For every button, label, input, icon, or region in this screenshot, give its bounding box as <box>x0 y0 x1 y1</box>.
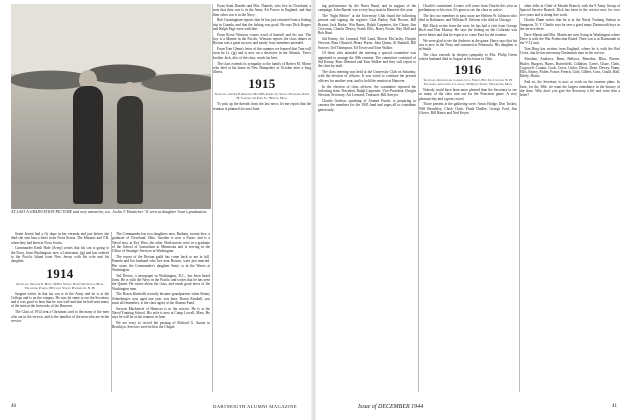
paragraph: The Rosen Kimballs recently became grandparents when Kenny Schneberger, now aged one year, was born. Rosen Kimball, you must all remember, is the class agent of the Alumni Fund. <box>112 292 210 305</box>
class-year-heading: 1915 <box>248 76 276 92</box>
paragraph: Of those who attended the meeting a special committee was appointed to arrange the 30th reunion. The committee consisted of Sid Kenny, Russ Olmsted and Tom Walker and they will report to the class by mail. <box>318 51 416 69</box>
paragraph: From Saint Daniels and Mrs. Daniels, who live in Cleveland, a note that their son is in the Army Air Forces in England, and that their other son is in the Navy. <box>213 4 311 17</box>
photo-caption: AT LAST A GRADUATION PICTURE and very attractive, too. Joslin T. Hunsicker '11 seen at daughter Joan's graduation. <box>11 209 208 214</box>
paragraph: The last two members to pass away are Herbert W. Johnson who died in Baltimore, and William D. Stevens who died in Chicago. <box>419 14 517 23</box>
class-secretary-info: Secretary, Raymond A. Carrier, Coal Street, Box 34, Concord, N. H. Treasurer, Alexander J. Laidlaw, 30 Maple Street, Winchester, Mass. <box>423 78 513 87</box>
paragraph: From Rowe Winston comes word of himself and his son. The boy is a Marine in the Pacific. Winston reports the class dinner in Boston was a great success and nearly forty members attended. <box>213 32 311 46</box>
class-secretary-info: Secretary, Arthur P. Rudolph, Box 665, Kirkland, Wash. Treasurer, Philip H. Sanford, 52 Park St., Boston, Mass. <box>214 92 310 101</box>
paragraph: The Commander has two daughters now, Barbara, twenty-five, a graduate of Cleveland, Ohio. Another is now a Nurse, and is a Naval now, at Key West, the other. Both nurses were in a graduate of the School of Journalism at Minnesota and is serving in the Office of Strategic Services in Washington. <box>112 232 210 254</box>
column-1 <box>11 232 109 397</box>
issue-label: Issue of DECEMBER 1944 <box>358 404 424 410</box>
paragraph: The class extends its sympathy to the family of Robert M. Morse who died at his home in New Hampshire in October after a long illness. <box>213 61 311 75</box>
photo-person-gown <box>117 96 143 204</box>
paragraph: Stewart Mackensie of Hanover is in the service. He is at the Naval Training School. His wife is now at Camp Lowell, Mass. He says he will be at the reunion in June. <box>112 306 210 320</box>
paragraph: In the election of class officers, the committee reported the following slate: President, Ralph Carpenter; Vice-President, Dwight Newton; Secretary, Art Leonard; Treasurer, Bill Sawyer. <box>318 84 416 98</box>
column-3 <box>213 4 311 394</box>
column-4 <box>318 4 416 394</box>
paragraph: Those present at the gathering were: Amos Hodge, Don Tucker, Will Beardsley, Chick Clark, Frank Dudley, George Ford, Jim Glover, Bill Harris and Ned Keyes. <box>419 102 517 116</box>
paragraph: Charlie's committee. Letters will come from Charlie this year as preliminary to his own. It's great to see the class so active. <box>419 4 517 13</box>
class-year-heading: 1914 <box>46 265 74 281</box>
paragraph: The class extends its deepest sympathy to Mrs. Philip Green whose husband died in August at his home in Ohio. <box>419 52 517 62</box>
column-rule <box>519 4 520 392</box>
photo-ground <box>11 184 211 209</box>
paragraph: Bill Mack writes from the west: he has had a visit from George Rich and Don Murray. He says the fishing on the Colorado was never better and that he expects to come East for the reunion. <box>419 24 517 37</box>
paragraph: Ted Dewey, a newspaper in Washington, D.C., has been heard from. He is with the Navy in the Pacific and writes that he has seen the Queen. He writes about the class, and sends good news of the Washington men. <box>112 273 210 291</box>
paragraph: Sargent writes in that his son is in the Army and he is at the College and is on the campus. He says he came to see the Secretary and it was good to hear that he was well and that he had seen many of the men at the fireworks of the Hanover. <box>11 291 109 309</box>
paragraph: The "Sight Before" at the University Club found the following present and signing the register: Chet Bailey, Bob Brown, Bill Bryant, Jack Burke, Win Burns, Ralph Carpenter, Joe Cleary, Jim Corcoran, Charlie Dewey, Frank Ellis, Harry Foster, Ray Hall and Bob Hunt. <box>318 14 416 36</box>
paragraph: Charlie Dunn writes that he is at the Naval Training Station at Sampson, N. Y. Charlie says he sees a good many Dartmouth boys in the service there. <box>520 18 620 31</box>
paragraph: Nobody could have been more pleased than the Secretary to see so many of the class turn out for the Princeton game. A very pleasant day and a great crowd. <box>419 88 517 101</box>
paragraph: The Class of 1914 sent a Christmas card to the many of the men who are in the service, and to the families of the men who are in the service. <box>11 310 109 323</box>
paragraph: From Tom Glenn's letter of the summer we learned that Tom will soon be Lt. (jg) and is now on a destroyer in the Atlantic. Tom's brother Jack, also of the class, sends his best. <box>213 47 311 60</box>
paragraph: The class meeting was held at the University Club on Saturday, with the election of officers. It was voted to continue the present officers for another year, and to hold the reunion at Hanover. <box>318 70 416 83</box>
column-6 <box>520 4 620 394</box>
paragraph: The report of the Boston guild has come back to me in full. Pamela and her husband who live near Boston, were just married. Her sister, the Commander's daughter Susie, is in the Waves at Washington. <box>112 254 210 272</box>
page-number-left: 40 <box>11 404 16 409</box>
column-2 <box>112 232 210 397</box>
magazine-name: DARTMOUTH ALUMNI MAGAZINE <box>213 404 297 409</box>
paragraph: Bob Cunningham reports that he has just returned from a fishing trip in Canada, and that the fishing was good. He says Dick Rogers and Ralph Page were with him. <box>213 18 311 31</box>
class-year-heading: 1916 <box>454 62 482 78</box>
column-rule <box>212 4 213 392</box>
binding-gutter <box>311 0 316 420</box>
paragraph: ing performance by the Nutes Bund, and in support of the campaign. John Barrett was a very busy man in Hanover this year. <box>318 4 416 13</box>
paragraph: other folks at Chief of Morale Branch, with the 9 Army Group of Special Service Branch. Dick has been in the service now for over two years and is doing fine work. <box>520 4 620 17</box>
paragraph: Absolute, Andrews, Bean, Bellows, Benedict, Bliss, Brown, Butler, Burgess, Burns, Butterfield, Callahan, Carter, Chase, Clark, Cogswell, Conant, Cook, Cross, Cutler, Davis, Dean, Dewey, Dunn, Ellis, Emery, Fisher, Foster, French, Gale, Gilbert, Goss, Gould, Hall, Hardy, Harris. <box>520 57 620 79</box>
class-secretary-info: Secretary, William E. Hunt, 30 Bay Street, North Weymouth, Mass. Treasurer, Parker, 98 Cabot Street, Portsmouth, N. H. <box>16 281 104 290</box>
paragraph: To pick up the threads from the last news, let me report that the reunion is planned for next June. <box>213 102 311 111</box>
paragraph: And so, the Secretary is now at work on the reunion plans. In June, for the 30th, we want the largest attendance in the history of the class. Why don't you give the Secretary a lift and write him a letter? <box>520 80 620 98</box>
photo-trees <box>11 44 211 104</box>
paragraph: Sid Kenny, Art Leonard, Will Lund, Morrie McCarthy, Dwight Newton, Russ Olmsted, Henry Porter, John Quinn, Al Randall, Bill Sawyer, Ted Thompson, Ed Tower and Tom Walker. <box>318 37 416 50</box>
graduation-photo <box>11 4 211 209</box>
column-rule <box>418 4 419 392</box>
paragraph: We are sorry to record the passing of Richard G. Austin in Brooklyn. Services were held at the Chapel. <box>112 321 210 330</box>
column-5 <box>419 4 517 394</box>
photo-person-gown <box>73 86 103 204</box>
paragraph: Tom Ring has written from England, where he is with the Red Cross, that he has met many Dartmouth men in the service. <box>520 47 620 56</box>
paragraph: We were glad to see the Andrews at the game. Harry says that his son is now in the Navy and stationed at Pensacola. His daughter is at Smith. <box>419 38 517 52</box>
column-rule <box>111 232 112 392</box>
paragraph: Some Jewett had a fly dope in her veranda and just before she died she sent him a letter from Nova Scotia. The Maranis and T.B. when they had been in Nova Scotia. <box>11 232 109 245</box>
paragraph: Charlie Grafton, speaking of Alumni Funds, is preparing to canvass the members for the 1945 fund and urges all to contribute generously. <box>318 98 416 112</box>
page-number-right: 41 <box>612 404 617 409</box>
paragraph: Dave Martin and Mrs. Martin are now living in Washington where Dave is with the War Production Board. Their son is at Dartmouth in the V-12 unit. <box>520 32 620 46</box>
paragraph: Commander Keith Hale (Army) writes that his son is going to the Navy, from Washington, now a Lieutenant, (jg) and has ordered to the Pacific Island from New Jersey with his wife and his daughter. <box>11 246 109 264</box>
